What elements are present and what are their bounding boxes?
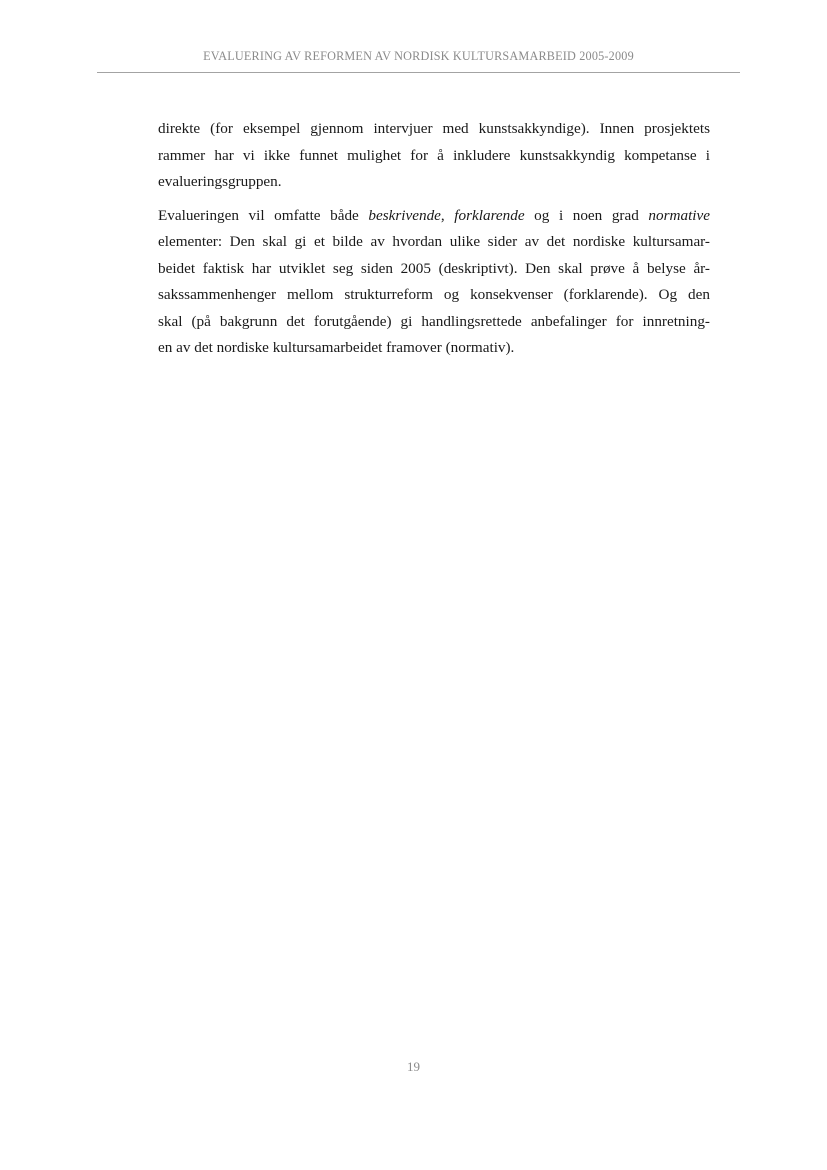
paragraph-2-line-2: elementer: Den skal gi et bilde av hvordan ulike sider av det nordiske kultursamar- (158, 233, 710, 250)
header-divider (97, 72, 740, 73)
paragraph-2-line-6: en av det nordiske kultursamarbeidet framover (normativ). (158, 339, 515, 356)
text-segment: Evalueringen vil omfatte både (158, 206, 369, 224)
italic-term-normative: normative (648, 206, 711, 224)
paragraph-1-line-1: direkte (for eksempel gjennom intervjuer med kunstsakkyndige). Innen prosjektets (158, 120, 710, 137)
text-segment: og i noen grad (524, 206, 649, 224)
page-number: 19 (407, 1059, 420, 1074)
italic-term-beskrivende: beskrivende (368, 206, 441, 224)
body-text (158, 116, 710, 369)
paragraph-1 (158, 116, 710, 196)
paragraph-2-line-3: beidet faktisk har utviklet seg siden 2005 (deskriptivt). Den skal prøve å belyse år- (158, 259, 710, 277)
paragraph-2-line-1 (158, 203, 710, 230)
paragraph-1-line-3: evalueringsgruppen. (158, 173, 282, 190)
paragraph-2-line-5: skal (på bakgrunn det forutgående) gi handlingsrettede anbefalinger for innretning- (158, 312, 710, 330)
paragraph-1-line-2: rammer har vi ikke funnet mulighet for å inkludere kunstsakkyndig kompetanse i (158, 146, 710, 164)
italic-term-forklarende: forklarende (454, 206, 525, 224)
paragraph-2 (158, 203, 710, 362)
paragraph-2-line-4: sakssammenhenger mellom strukturreform og konsekvenser (forklarende). Og den (158, 286, 710, 303)
running-header-title: EVALUERING AV REFORMEN AV NORDISK KULTURSAMARBEID 2005-2009 (203, 49, 634, 63)
text-segment: , (440, 206, 455, 224)
